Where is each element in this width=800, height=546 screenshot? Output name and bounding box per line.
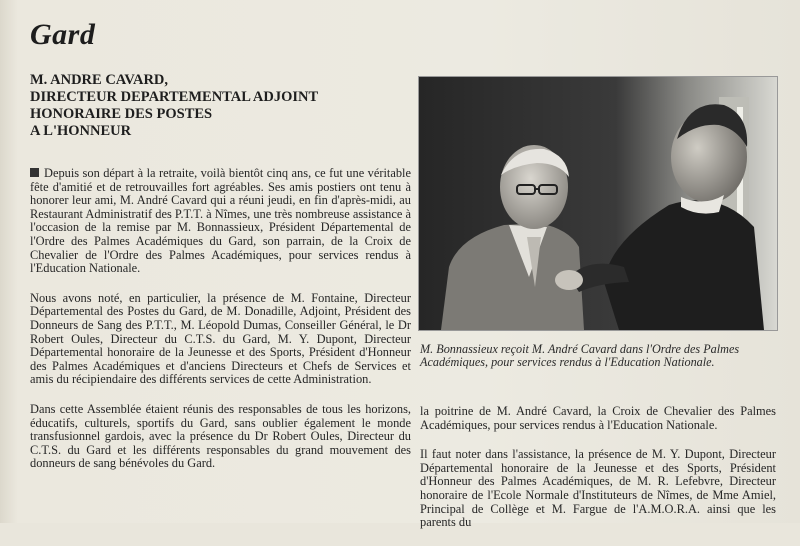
section-title: Gard [30, 18, 96, 51]
article-headline [30, 72, 360, 140]
article-left-column [30, 167, 411, 487]
headline-line: HONORAIRE DES POSTES [30, 106, 213, 122]
article-paragraph: la poitrine de M. André Cavard, la Croix de Chevalier des Palmes Académiques, pour services rendus à l'Education Nationale. [420, 404, 776, 432]
article-paragraph [30, 167, 411, 276]
square-bullet-icon [30, 168, 39, 177]
photo-caption: M. Bonnassieux reçoit M. André Cavard dans l'Ordre des Palmes Académiques, pour services rendus à l'Education Nationale. [420, 342, 740, 370]
paragraph-text: Depuis son départ à la retraite, voilà bientôt cinq ans, ce fut une véritable fête d'amitié et de retrouvailles fort agréables. Ses amis postiers ont tenu à honorer leur ami, M. André Cavard qui a réuni jeudi, en fin d'après-midi, au Restaurant Administratif des P.T.T. à Nîmes, une très nombreuse assistance à l'occasion de la remise par M. Bonnassieux, Président Départemental de l'Ordre des Palmes Académiques du Gard, son parrain, de la Croix de Chevalier de l'Ordre des Palmes Académiques, pour services rendus à l'Education Nationale. [30, 166, 411, 276]
headline-line: DIRECTEUR DEPARTEMENTAL ADJOINT [30, 89, 319, 105]
ceremony-photo [418, 76, 778, 331]
article-right-column [420, 405, 776, 546]
headline-line: A L'HONNEUR [30, 123, 132, 139]
article-paragraph: Nous avons noté, en particulier, la présence de M. Fontaine, Directeur Départemental des Postes du Gard, de M. Donadille, Adjoint, Président des Donneurs de Sang des P.T.T., M. Léopold Dumas, Conseiller Général, le Dr Robert Oules, Directeur du C.T.S. du Gard, M. Y. Dupont, Directeur Départemental honoraire de la Jeunesse et des Sports, Président d'Honneur des Palmes Académiques et d'anciens Directeurs et Chefs de Services et amis du récipiendaire des différents services de cette Administration. [30, 290, 411, 387]
article-paragraph: Dans cette Assemblée étaient réunis des responsables de tous les horizons, éducatifs, culturels, sportifs du Gard, sans oublier également le monde transfusionnel gardois, avec la présence du Dr Robert Oules, Directeur du C.T.S. du Gard et les différents responsables du grand mouvement des donneurs de sang bénévoles du Gard. [30, 401, 411, 471]
article-paragraph: Il faut noter dans l'assistance, la présence de M. Y. Dupont, Directeur Départemental honoraire de la Jeunesse et des Sports, Président d'Honneur des Palmes Académiques, de M. R. Lefebvre, Directeur honoraire de l'Ecole Normale d'Instituteurs de Nîmes, de Mme Amiel, Principal de Collège et M. Fargue de l'A.M.O.R.A. ainsi que les parents du [420, 447, 776, 530]
ceremony-photo-illustration [419, 77, 777, 330]
headline-line: M. ANDRE CAVARD, [30, 72, 169, 88]
